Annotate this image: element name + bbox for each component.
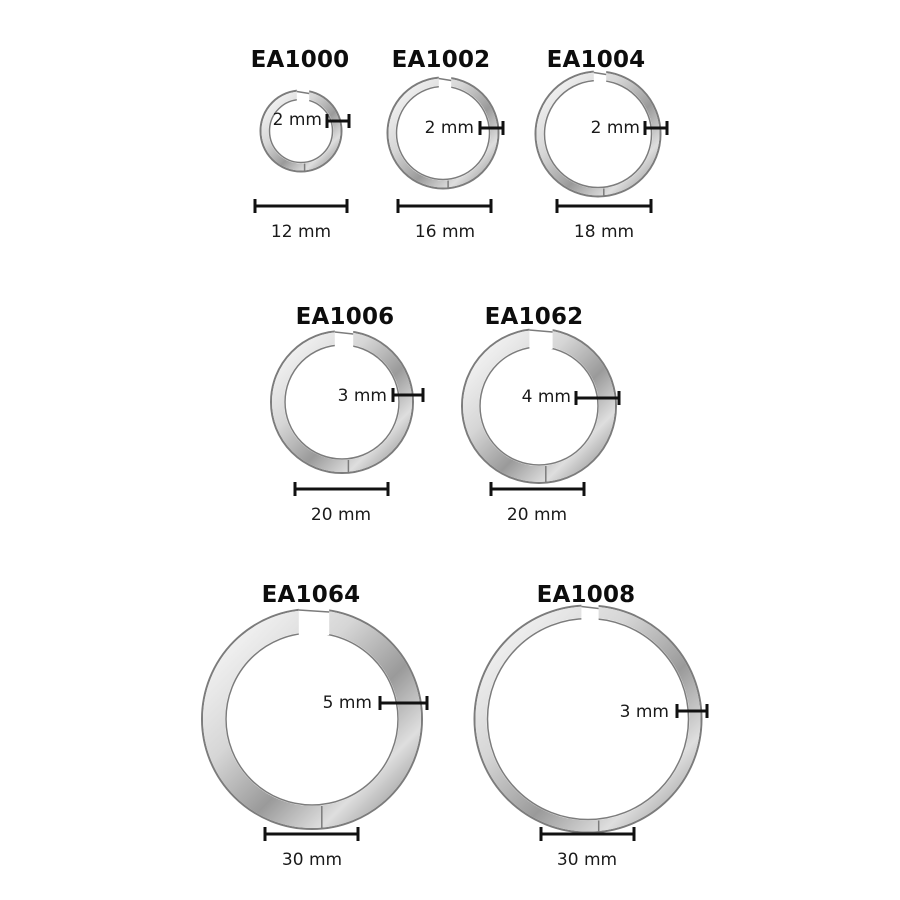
measure-bar xyxy=(398,199,491,213)
thickness-label: 3 mm xyxy=(337,386,387,406)
measure-bar xyxy=(491,482,584,496)
diameter-label: 12 mm xyxy=(270,222,332,242)
product-code: EA1004 xyxy=(546,47,646,73)
diameter-label: 16 mm xyxy=(414,222,476,242)
hoop-ring xyxy=(265,95,337,167)
product-code: EA1064 xyxy=(261,582,361,608)
product-code: EA1000 xyxy=(250,47,350,73)
hoop-outline xyxy=(261,91,342,172)
hinge-gap xyxy=(439,76,451,89)
measure-bar xyxy=(295,482,388,496)
measure-bar xyxy=(255,199,347,213)
hoop-earring xyxy=(202,607,422,829)
hoop-ring xyxy=(214,621,410,817)
product-code: EA1008 xyxy=(536,582,636,608)
product-code: EA1006 xyxy=(295,304,395,330)
hinge-gap xyxy=(297,89,309,102)
hoop-inner-edge xyxy=(226,633,398,805)
thickness-label: 4 mm xyxy=(521,387,571,407)
diameter-label: 18 mm xyxy=(573,222,635,242)
hoop-inner-edge xyxy=(270,100,333,163)
product-code: EA1002 xyxy=(391,47,491,73)
thickness-label: 2 mm xyxy=(424,118,474,138)
diameter-label: 20 mm xyxy=(310,505,372,525)
diameter-label: 30 mm xyxy=(556,850,618,870)
diameter-label: 20 mm xyxy=(506,505,568,525)
diameter-label: 30 mm xyxy=(281,850,343,870)
thickness-label: 2 mm xyxy=(590,118,640,138)
thickness-label: 3 mm xyxy=(619,702,669,722)
thickness-label: 5 mm xyxy=(322,693,372,713)
hoop-earring xyxy=(261,89,342,172)
measure-bar xyxy=(557,199,651,213)
thickness-label: 2 mm xyxy=(272,110,322,130)
product-code: EA1062 xyxy=(484,304,584,330)
